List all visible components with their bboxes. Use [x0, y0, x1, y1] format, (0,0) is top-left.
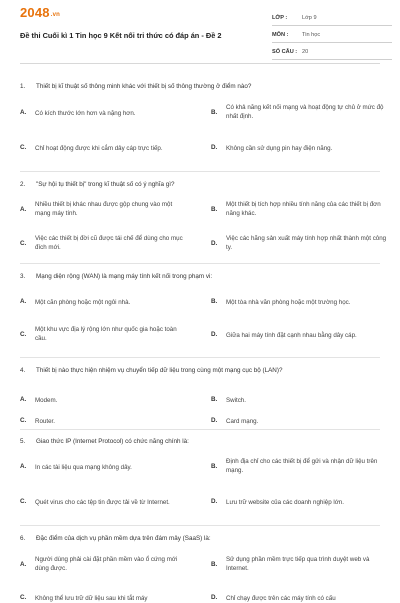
question-text — [20, 366, 380, 375]
option-text: In các tài liệu qua mạng không dây. — [35, 464, 132, 471]
option-text: Người dùng phải cài đặt phần mềm vào ổ cứng mới dùng được. — [35, 556, 178, 572]
question-divider — [20, 357, 380, 358]
question-prompt: Thiết bị kĩ thuật số thông minh khác với thiết bị số thông thường ở điểm nào? — [36, 83, 252, 90]
option-letter: A. — [20, 109, 27, 116]
option-letter: B. — [211, 206, 218, 213]
option-letter: A. — [20, 298, 27, 305]
option-text: Việc các thiết bị đời cũ được tái chế để dùng cho mục đích mới. — [35, 235, 183, 251]
meta-value: Lớp 9 — [302, 15, 317, 21]
option-letter: A. — [20, 561, 27, 568]
option-text: Một tòa nhà văn phòng hoặc một trường học. — [226, 299, 351, 306]
option-letter: D. — [211, 594, 218, 601]
document-header — [20, 0, 380, 64]
question-text — [20, 534, 380, 543]
question-2 — [20, 180, 387, 251]
option-letter: C. — [20, 331, 27, 338]
option-letter: A. — [20, 206, 27, 213]
question-3 — [20, 272, 380, 342]
option-letter: B. — [211, 109, 218, 116]
option-text: Không cần sử dụng pin hay điện năng. — [226, 145, 333, 152]
meta-key: LỚP : — [272, 15, 288, 21]
question-6 — [20, 534, 380, 602]
option-letter: B. — [211, 396, 218, 403]
option-text: Việc các hãng sản xuất máy tính hợp nhất thành một công ty. — [226, 235, 387, 251]
option-letter: A. — [20, 463, 27, 470]
option-letter: D. — [211, 498, 218, 505]
option-letter: C. — [20, 417, 27, 424]
meta-row-question-count — [272, 45, 392, 60]
option-text: Giữa hai máy tính đặt cạnh nhau bằng dây cáp. — [226, 332, 357, 339]
option-letter: B. — [211, 463, 218, 470]
question-prompt: "Sự hội tụ thiết bị" trong kĩ thuật số có ý nghĩa gì? — [36, 181, 175, 188]
question-prompt: Đặc điểm của dịch vụ phần mềm dựa trên đám mây (SaaS) là: — [36, 535, 211, 542]
option-letter: B. — [211, 561, 218, 568]
question-divider — [20, 525, 380, 526]
question-prompt: Thiết bị nào thực hiện nhiệm vụ chuyển tiếp dữ liệu trong cùng một mạng cục bộ (LAN)? — [36, 367, 283, 374]
option-letter: D. — [211, 144, 218, 151]
question-prompt: Mạng diện rộng (WAN) là mạng máy tính kết nối trong phạm vi: — [36, 273, 213, 280]
question-number: 4. — [20, 367, 26, 374]
option-text: Chỉ chạy được trên các máy tính có cấu — [226, 595, 336, 602]
meta-row-subject — [272, 28, 392, 43]
option-letter: D. — [211, 331, 218, 338]
question-number: 2. — [20, 181, 26, 188]
option-letter: D. — [211, 417, 218, 424]
option-text: Router. — [35, 418, 55, 425]
meta-key: MÔN : — [272, 32, 289, 38]
meta-key: SỐ CÂU : — [272, 49, 298, 55]
question-1 — [20, 82, 384, 152]
question-prompt: Giao thức IP (Internet Protocol) có chức năng chính là: — [36, 438, 189, 445]
page-title: Đề thi Cuối kì 1 Tin học 9 Kết nối tri thức có đáp án - Đề 2 — [20, 31, 222, 40]
question-divider — [20, 171, 380, 172]
question-number: 1. — [20, 83, 26, 90]
option-letter: C. — [20, 594, 27, 601]
option-text: Lưu trữ website của các doanh nghiệp lớn. — [226, 499, 344, 506]
meta-row-class — [272, 11, 392, 26]
option-text: Một khu vực địa lý rộng lớn như quốc gia hoặc toàn cầu. — [35, 326, 177, 342]
option-letter: C. — [20, 498, 27, 505]
option-letter: C. — [20, 240, 27, 247]
option-letter: A. — [20, 396, 27, 403]
option-text: Nhiều thiết bị khác nhau được gộp chung vào một mạng máy tính. — [35, 201, 173, 217]
question-text — [20, 437, 380, 446]
option-text: Modem. — [35, 397, 58, 404]
question-5 — [20, 437, 380, 506]
question-number: 3. — [20, 273, 26, 280]
question-divider — [20, 429, 380, 430]
question-text — [20, 272, 380, 281]
option-text: Một thiết bị tích hợp nhiều tính năng của các thiết bị đơn năng khác. — [226, 201, 381, 217]
question-divider — [20, 263, 380, 264]
question-4 — [20, 366, 380, 425]
option-text: Một căn phòng hoặc một ngôi nhà. — [35, 299, 131, 306]
question-number: 5. — [20, 438, 26, 445]
question-text — [20, 180, 380, 189]
meta-value: Tin học — [302, 32, 321, 38]
option-letter: B. — [211, 298, 218, 305]
option-letter: C. — [20, 144, 27, 151]
option-text: Có khả năng kết nối mạng và hoạt động tự chủ ở mức độ nhất định. — [226, 104, 384, 120]
option-text: Có kích thước lớn hơn và nặng hơn. — [35, 110, 136, 117]
option-text: Định địa chỉ cho các thiết bị để gửi và nhận dữ liệu trên mạng. — [226, 458, 378, 474]
option-letter: D. — [211, 240, 218, 247]
question-text — [20, 82, 380, 91]
option-text: Sử dụng phần mềm trực tiếp qua trình duyệt web và Internet. — [226, 556, 370, 572]
option-text: Không thể lưu trữ dữ liệu sau khi tắt máy — [35, 595, 148, 602]
question-number: 6. — [20, 535, 26, 542]
exam-meta-table — [272, 11, 392, 60]
option-text: Chỉ hoạt động được khi cắm dây cáp trực tiếp. — [35, 145, 163, 152]
site-logo[interactable]: 2048.vn — [20, 5, 61, 20]
option-text: Switch. — [226, 397, 246, 404]
option-text: Quét virus cho các tệp tin được tải về từ Internet. — [35, 499, 170, 506]
meta-value: 20 — [302, 49, 309, 55]
option-text: Card mạng. — [226, 418, 259, 425]
